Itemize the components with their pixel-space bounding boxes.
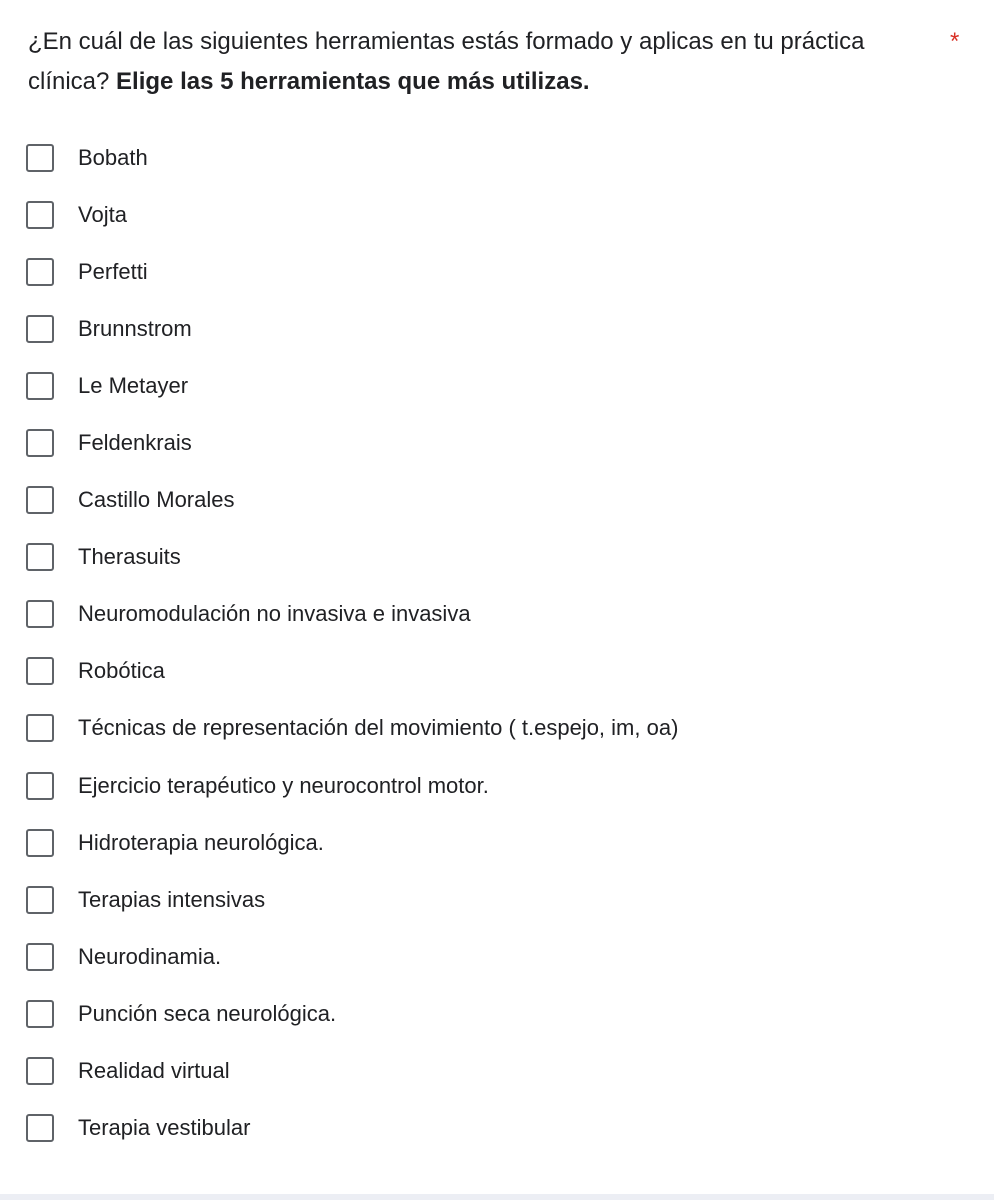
checkbox-option-label[interactable]: Terapia vestibular <box>78 1115 251 1141</box>
checkbox[interactable] <box>26 372 54 400</box>
checkbox-option-label[interactable]: Bobath <box>78 144 148 170</box>
checkbox[interactable] <box>26 543 54 571</box>
checkbox[interactable] <box>26 258 54 286</box>
question-title <box>28 22 928 102</box>
checkbox-option-label[interactable]: Realidad virtual <box>78 1058 230 1084</box>
checkbox-option-label[interactable]: Vojta <box>78 201 127 227</box>
checkbox-option[interactable] <box>26 186 678 243</box>
checkbox-option-label[interactable]: Neuromodulación no invasiva e invasiva <box>78 601 471 627</box>
checkbox-option[interactable] <box>26 643 678 700</box>
checkbox-option-label[interactable]: Perfetti <box>78 258 148 284</box>
checkbox[interactable] <box>26 943 54 971</box>
checkbox[interactable] <box>26 201 54 229</box>
question-header <box>28 22 928 102</box>
checkbox-option-label[interactable]: Robótica <box>78 658 165 684</box>
checkbox-option[interactable] <box>26 757 678 814</box>
checkbox-option[interactable] <box>26 472 678 529</box>
checkbox-options-list <box>26 129 678 1157</box>
checkbox-option-label[interactable]: Feldenkrais <box>78 430 192 456</box>
checkbox[interactable] <box>26 829 54 857</box>
checkbox[interactable] <box>26 1000 54 1028</box>
checkbox-option[interactable] <box>26 928 678 985</box>
checkbox-option-label[interactable]: Hidroterapia neurológica. <box>78 829 324 855</box>
checkbox[interactable] <box>26 657 54 685</box>
checkbox[interactable] <box>26 315 54 343</box>
checkbox-option[interactable] <box>26 1043 678 1100</box>
checkbox-option[interactable] <box>26 1100 678 1157</box>
checkbox-option[interactable] <box>26 414 678 471</box>
checkbox[interactable] <box>26 486 54 514</box>
required-asterisk: * <box>950 28 960 55</box>
checkbox-option-label[interactable]: Le Metayer <box>78 372 189 398</box>
checkbox-option-label[interactable]: Terapias intensivas <box>78 886 266 912</box>
checkbox[interactable] <box>26 714 54 742</box>
checkbox-option[interactable] <box>26 814 678 871</box>
checkbox[interactable] <box>26 144 54 172</box>
question-instruction: Elige las 5 herramientas que más utilizas. <box>116 68 590 95</box>
checkbox-option[interactable] <box>26 129 678 186</box>
checkbox[interactable] <box>26 772 54 800</box>
checkbox[interactable] <box>26 1057 54 1085</box>
checkbox-option[interactable] <box>26 357 678 414</box>
checkbox-option-label[interactable]: Castillo Morales <box>78 487 235 513</box>
checkbox-option[interactable] <box>26 529 678 586</box>
question-text: ¿En cuál de las siguientes herramientas estás formado y aplicas en tu práctica clínica? <box>28 28 865 95</box>
checkbox[interactable] <box>26 429 54 457</box>
checkbox-option[interactable] <box>26 243 678 300</box>
checkbox-option-label[interactable]: Ejercicio terapéutico y neurocontrol motor. <box>78 772 489 798</box>
checkbox-option[interactable] <box>26 985 678 1042</box>
checkbox-option[interactable] <box>26 871 678 928</box>
checkbox-option[interactable] <box>26 700 678 757</box>
checkbox-option[interactable] <box>26 300 678 357</box>
checkbox[interactable] <box>26 886 54 914</box>
checkbox-option-label[interactable]: Neurodinamia. <box>78 943 222 969</box>
footer-divider <box>0 1194 994 1200</box>
checkbox-option-label[interactable]: Técnicas de representación del movimiento ( t.espejo, im, oa) <box>78 715 679 741</box>
checkbox[interactable] <box>26 600 54 628</box>
checkbox-option-label[interactable]: Brunnstrom <box>78 315 192 341</box>
checkbox-option[interactable] <box>26 586 678 643</box>
checkbox-option-label[interactable]: Therasuits <box>78 544 181 570</box>
checkbox[interactable] <box>26 1114 54 1142</box>
checkbox-option-label[interactable]: Punción seca neurológica. <box>78 1000 337 1026</box>
